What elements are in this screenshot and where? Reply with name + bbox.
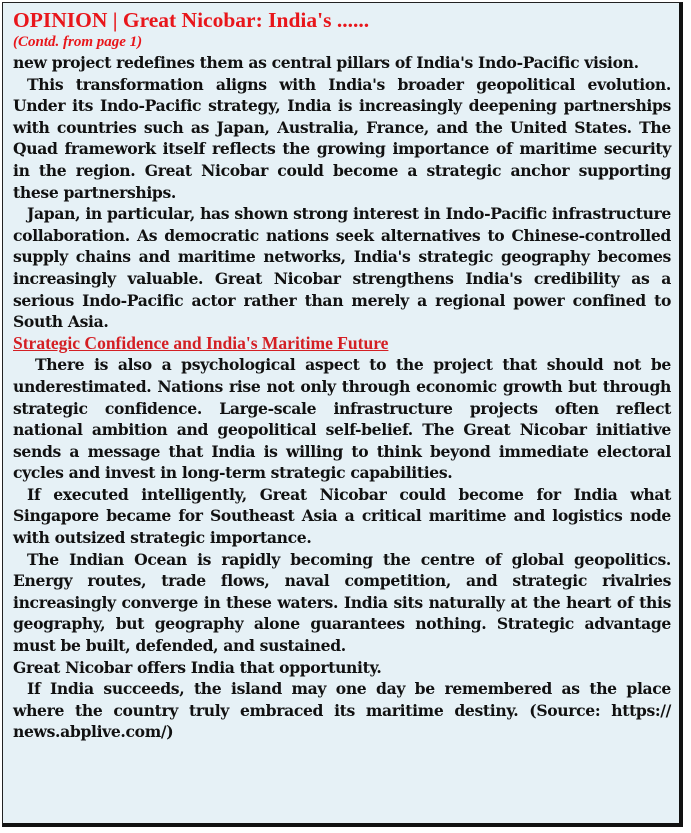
article-title: OPINION | Great Nicobar: India's ...... <box>13 8 370 32</box>
article-content <box>3 3 679 823</box>
paragraph-7: Great Nicobar offers India that opportunity. <box>13 657 382 677</box>
paragraph-2: This transformation aligns with India's broader geopolitical evolution. Under its Indo-Pacific strategy, India is increasingly deepening partnerships with countries such as Japan, Australia, France, and the United States. The Quad framework itself reflects the growing importance of maritime security in the region. Great Nicobar could become a strategic anchor supporting these partnerships. <box>13 74 671 202</box>
paragraph-4: There is also a psychological aspect to the project that should not be underestimated. Nations rise not only through economic growth but through strategic confidence. Large-scale infrastructure projects often reflect national ambition and geopolitical self-belief. The Great Nicobar initiative sends a message that India is willing to think beyond immediate electoral cycles and invest in long-term strategic capabilities. <box>13 355 671 483</box>
article-box <box>2 2 683 827</box>
paragraph-8: If India succeeds, the island may one day be remembered as the place where the country truly embraced its maritime destiny. (Source: https:// news.abplive.com/) <box>13 679 671 742</box>
paragraph-3: Japan, in particular, has shown strong interest in Indo-Pacific infrastructure collaboration. As democratic nations seek alternatives to Chinese-controlled supply chains and maritime networks, India's strategic geography becomes increasingly valuable. Great Nicobar strengthens India's credibility as a serious Indo-Pacific actor rather than merely a regional power confined to South Asia. <box>13 204 671 332</box>
continued-note: (Contd. from page 1) <box>13 34 143 50</box>
paragraph-6: The Indian Ocean is rapidly becoming the centre of global geopolitics. Energy routes, trade flows, naval competition, and strategic rivalries increasingly converge in these waters. India sits naturally at the heart of this geography, but geography alone guarantees nothing. Strategic advantage must be built, defended, and sustained. <box>13 549 671 656</box>
paragraph-5: If executed intelligently, Great Nicobar could become for India what Singapore became for Southeast Asia a critical maritime and logistics node with outsized strategic importance. <box>13 484 671 548</box>
paragraph-1: new project redefines them as central pillars of India's Indo-Pacific vision. <box>13 53 639 72</box>
section-subheading: Strategic Confidence and India's Maritime Future <box>13 332 389 353</box>
